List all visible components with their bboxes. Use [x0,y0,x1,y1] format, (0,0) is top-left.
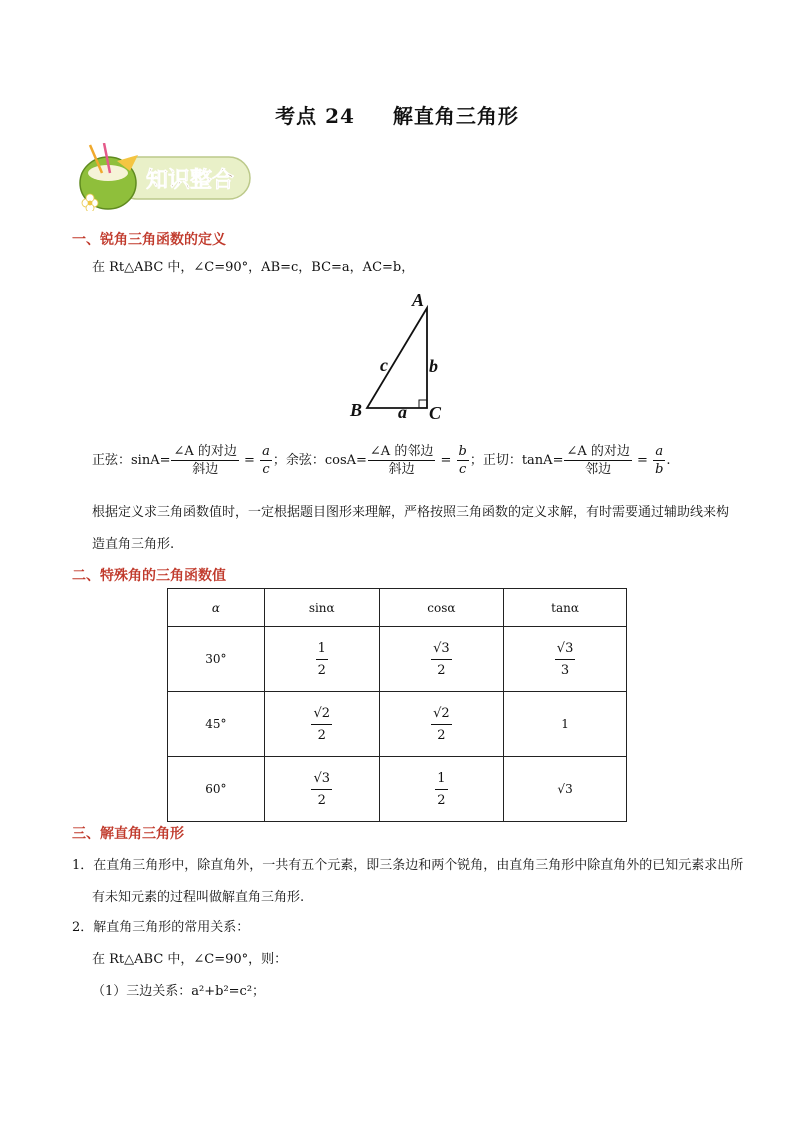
angle-45: 45° [168,692,265,757]
right-triangle-diagram [340,286,450,426]
page-title [0,100,794,129]
section-heading-3: 三、解直角三角形 [72,826,184,842]
s1-intro: 在 Rt△ABC 中，∠C=90°，AB=c，BC=a，AC=b， [92,260,415,275]
tan-frac-words: $\frac{\text{∠A 的对边}}{\text{邻边}}$ [566,444,630,477]
sin-frac: $\frac{a}{c}$ [262,444,270,477]
side-c-label: c [380,355,388,375]
section-heading-1: 一、锐角三角函数的定义 [72,232,226,248]
sin-label: 正弦：sinA= [92,453,171,468]
vertex-a-label: A [412,290,425,310]
vertex-c-label: C [429,403,442,423]
header-alpha: α [168,589,265,627]
header-tan: tanα [504,589,627,627]
tan-label: ；正切：tanA= [469,453,564,468]
angle-30: 30° [168,627,265,692]
title-number: 24 [325,104,355,128]
s3-item-1: 1．在直角三角形中，除直角外，一共有五个元素，即三条边和两个锐角，由直角三角形中除直角外的已知元素求出所有未知元素的过程叫做解直角三角形. [72,858,744,905]
header-sin: sinα [264,589,379,627]
trig-definitions: 正弦：sinA= $\frac{\text{∠A 的对边}}{\text{斜边}}$ = $\frac{a}{c}$ ；余弦：cosA= $\frac{\text{∠A 的邻边}}{\text{斜边}}$ = $\frac{b}{c}$ ；正切：tanA= $\frac{\text{∠A 的对边}}{\text{邻边}}$ = $\frac{a}{b}$ . [92,444,671,477]
side-b-label: b [429,356,438,376]
tan-frac: $\frac{a}{b}$ [655,444,664,477]
s3-item-2-1: （1）三边关系：a²+b²=c²； [92,984,266,999]
header-cos: cosα [379,589,503,627]
title-text: 解直角三角形 [392,104,519,128]
s1-paragraph: 根据定义求三角函数值时，一定根据题目图形来理解，严格按照三角函数的定义求解，有时需要通过辅助线来构造直角三角形. [92,505,730,552]
section-heading-2: 二、特殊角的三角函数值 [72,568,226,584]
special-angles-table: α sinα cosα tanα 30° $\frac{1}{2}$ $\frac{√3}{2}$ $\frac{√3}{3}$ 45° $\frac{√2}{2}$ $\frac{√2}{2}$ 1 60° $\frac{√3}{2}$ $\frac{1}{2}$ √3 [167,588,627,822]
side-a-label: a [398,402,407,422]
cos-frac-words: $\frac{\text{∠A 的邻边}}{\text{斜边}}$ [369,444,434,477]
cos-frac: $\frac{b}{c}$ [458,444,467,477]
knowledge-banner [72,143,252,211]
cos-label: ；余弦：cosA= [272,453,367,468]
banner-title: 知识整合 [145,168,235,193]
angle-60: 60° [168,757,265,822]
s3-item-2-intro: 在 Rt△ABC 中，∠C=90°，则： [92,952,288,967]
vertex-b-label: B [350,400,363,420]
sin-frac-words: $\frac{\text{∠A 的对边}}{\text{斜边}}$ [173,444,237,477]
title-prefix: 考点 [275,104,318,128]
s3-item-2: 2．解直角三角形的常用关系： [72,920,250,935]
